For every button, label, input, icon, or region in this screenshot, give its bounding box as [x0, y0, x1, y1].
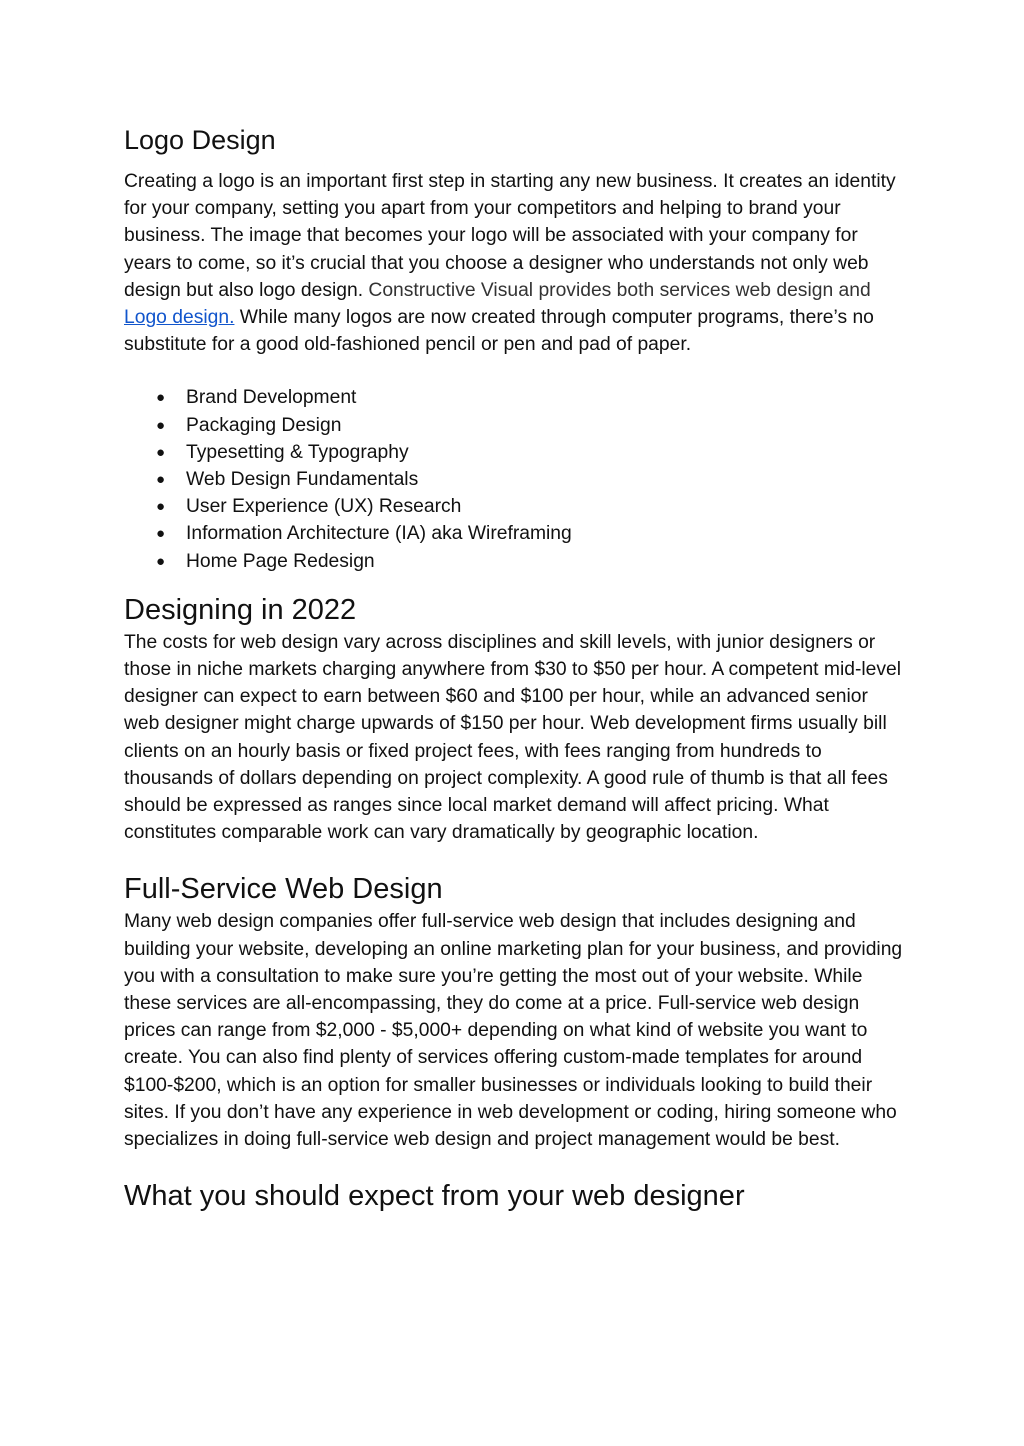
logo-design-paragraph — [124, 168, 904, 358]
list-item-label: User Experience (UX) Research — [186, 496, 462, 518]
list-item — [156, 520, 904, 547]
bullet-icon: ● — [156, 443, 166, 461]
list-item — [156, 493, 904, 520]
bullet-icon: ● — [156, 389, 166, 407]
designing-heading: Designing in 2022 — [124, 593, 357, 626]
bullet-icon: ● — [156, 416, 166, 434]
list-item — [156, 466, 904, 493]
list-item — [156, 412, 904, 439]
list-item — [156, 384, 904, 411]
list-item-label: Typesetting & Typography — [186, 441, 409, 463]
list-item-label: Home Page Redesign — [186, 550, 375, 572]
bullet-icon: ● — [156, 471, 166, 489]
full-service-heading: Full-Service Web Design — [124, 873, 443, 906]
services-list — [124, 384, 904, 574]
expect-section — [124, 1177, 904, 1215]
designing-section — [124, 591, 904, 847]
bullet-icon: ● — [156, 498, 166, 516]
list-item — [156, 548, 904, 575]
logo-design-heading: Logo Design — [124, 125, 276, 155]
list-item-label: Brand Development — [186, 387, 357, 409]
designing-paragraph: The costs for web design vary across disciplines and skill levels, with junior designers or those in niche markets charging anywhere from $30 to $50 per hour. A competent mid-level designer can expect to earn between $60 and $100 per hour, while an advanced senior web designer might charge upwards of $150 per hour. Web development firms usually bill clients on an hourly basis or fixed project fees, with fees ranging from hundreds to thousands of dollars depending on project complexity. A good rule of thumb is that all fees should be expressed as ranges since local market demand will affect pricing. What constitutes comparable work can vary dramatically by geographic location. — [124, 631, 902, 844]
full-service-paragraph: Many web design companies offer full-service web design that includes designing and building your website, developing an online marketing plan for your business, and providing you with a consultation to make sure you’re getting the most out of your website. While these services are all-encompassing, they do come at a price. Full-service web design prices can range from $2,000 - $5,000+ depending on what kind of website you want to create. You can also find plenty of services offering custom-made templates for around $100-$200, which is an option for smaller businesses or individuals looking to build their sites. If you don’t have any experience in web development or coding, hiring someone who specializes in doing full-service web design and project management would be best. — [124, 911, 903, 1151]
logo-paragraph-text-1: Creating a logo is an important first step in starting any new business. It creates an identity for your company, setting you apart from your competitors and helping to brand your business. The image that becomes your logo will be associated with your company for years to come, so it’s crucial that you choose a designer who understands not only web design but also logo design. — [124, 171, 896, 301]
full-service-section — [124, 870, 904, 1153]
list-item-label: Web Design Fundamentals — [186, 469, 419, 491]
logo-paragraph-text-2: Constructive Visual provides both services web design and — [368, 279, 871, 301]
expect-heading: What you should expect from your web designer — [124, 1180, 745, 1213]
list-item-label: Packaging Design — [186, 414, 342, 436]
logo-design-link[interactable]: Logo design. — [124, 307, 235, 329]
logo-paragraph-text-3: While many logos are now created through computer programs, there’s no substitute for a good old-fashioned pencil or pen and pad of paper. — [124, 307, 874, 356]
bullet-icon: ● — [156, 525, 166, 543]
document-page — [124, 122, 904, 1215]
bullet-icon: ● — [156, 552, 166, 570]
list-item-label: Information Architecture (IA) aka Wireframing — [186, 523, 572, 545]
list-item — [156, 439, 904, 466]
logo-design-section — [124, 122, 904, 575]
